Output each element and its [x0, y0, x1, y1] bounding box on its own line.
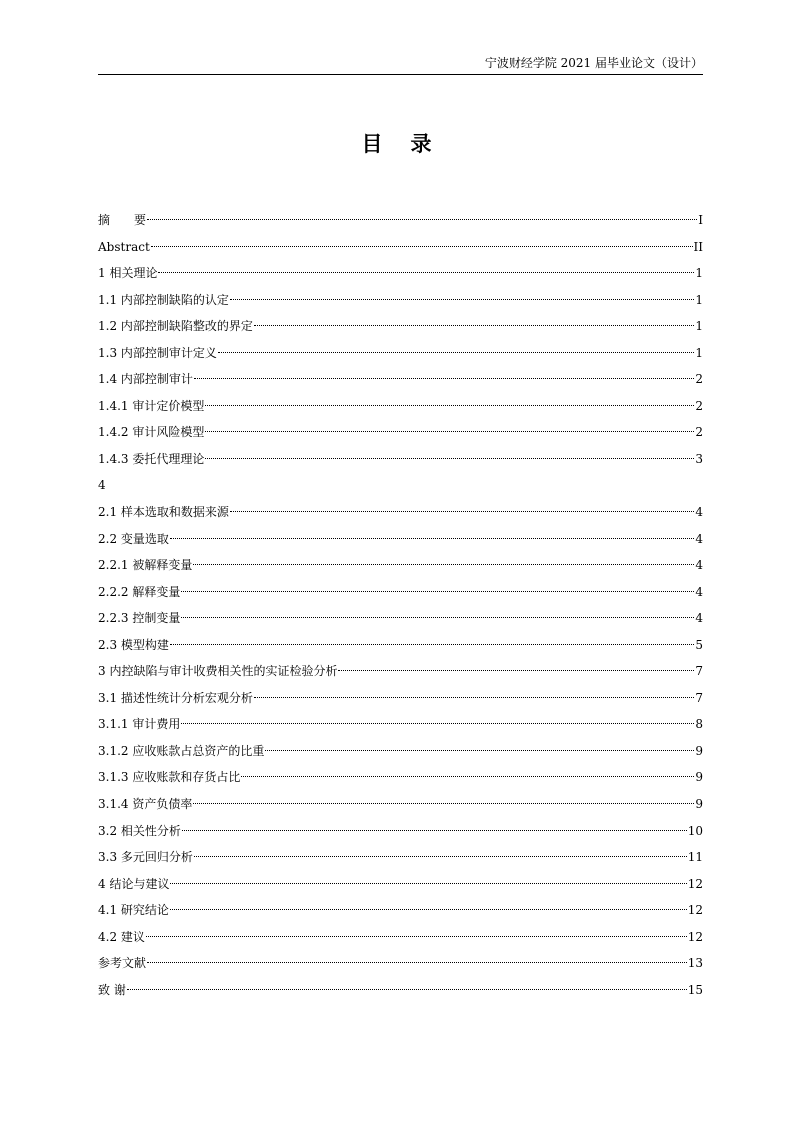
toc-entry-page: 11: [687, 850, 703, 865]
toc-entry-label: 2.2.2 解释变量: [98, 584, 181, 599]
table-of-contents: [98, 207, 703, 1003]
toc-leader-dots: [181, 590, 694, 592]
toc-entry-label: 1 相关理论: [98, 266, 158, 281]
toc-entry[interactable]: [98, 287, 703, 314]
toc-entry-page: 9: [695, 797, 703, 812]
toc-entry-label: 4.1 研究结论: [98, 903, 169, 918]
toc-entry-page: I: [698, 213, 703, 227]
toc-entry-page: 7: [695, 664, 703, 679]
toc-entry[interactable]: [98, 260, 703, 287]
toc-entry-label: 2.2.3 控制变量: [98, 611, 181, 626]
toc-leader-dots: [147, 218, 697, 220]
toc-leader-dots: [147, 961, 687, 963]
page-header: 宁波财经学院 2021 届毕业论文（设计）: [484, 56, 703, 70]
toc-entry[interactable]: [98, 313, 703, 340]
toc-entry[interactable]: [98, 340, 703, 367]
toc-entry[interactable]: [98, 207, 703, 234]
toc-leader-dots: [193, 802, 694, 804]
toc-entry-label: 4 结论与建议: [98, 876, 170, 891]
toc-entry[interactable]: [98, 472, 703, 499]
toc-leader-dots: [170, 908, 687, 910]
toc-leader-dots: [194, 377, 694, 379]
toc-entry-page: 3: [695, 451, 703, 466]
toc-entry-label: 3.2 相关性分析: [98, 823, 181, 838]
toc-entry-page: 1: [695, 292, 703, 307]
toc-leader-dots: [181, 722, 694, 724]
toc-entry-page: 13: [687, 956, 703, 971]
toc-leader-dots: [205, 457, 694, 459]
toc-entry-page: 5: [695, 637, 703, 652]
toc-leader-dots: [170, 882, 686, 884]
toc-entry[interactable]: [98, 871, 703, 898]
toc-entry[interactable]: [98, 499, 703, 526]
toc-entry[interactable]: [98, 446, 703, 473]
toc-leader-dots: [170, 537, 694, 539]
toc-entry-page: 9: [695, 770, 703, 785]
toc-entry[interactable]: [98, 738, 703, 765]
toc-entry[interactable]: [98, 658, 703, 685]
toc-entry-page: 12: [687, 876, 703, 891]
toc-entry[interactable]: [98, 526, 703, 553]
toc-entry[interactable]: [98, 366, 703, 393]
toc-entry-label: 1.3 内部控制审计定义: [98, 345, 217, 360]
toc-entry[interactable]: [98, 605, 703, 632]
toc-leader-dots: [107, 484, 702, 485]
toc-entry-page: 10: [687, 823, 703, 838]
toc-entry-page: 1: [695, 319, 703, 334]
toc-entry-label: 2.1 样本选取和数据来源: [98, 505, 229, 520]
toc-leader-dots: [170, 643, 694, 645]
toc-entry-label: 3.1.1 审计费用: [98, 717, 181, 732]
toc-entry-label: 1.4.2 审计风险模型: [98, 425, 205, 440]
toc-entry[interactable]: [98, 711, 703, 738]
toc-entry-label: 3.1.3 应收账款和存货占比: [98, 770, 241, 785]
toc-entry-page: 12: [687, 903, 703, 918]
toc-leader-dots: [181, 616, 694, 618]
toc-entry-page: 15: [687, 982, 703, 997]
toc-entry-page: 8: [695, 717, 703, 732]
toc-entry[interactable]: [98, 234, 703, 261]
toc-entry-label: 1.4.3 委托代理理论: [98, 451, 205, 466]
toc-leader-dots: [241, 775, 694, 777]
toc-leader-dots: [230, 298, 694, 300]
toc-entry-label: 致 谢: [98, 982, 126, 997]
toc-leader-dots: [182, 829, 687, 831]
toc-entry-label: 3.1.2 应收账款占总资产的比重: [98, 743, 265, 758]
toc-entry[interactable]: [98, 764, 703, 791]
toc-leader-dots: [254, 696, 694, 698]
toc-leader-dots: [254, 324, 694, 326]
toc-entry-page: 1: [695, 266, 703, 281]
toc-entry-label: 摘 要: [98, 213, 147, 227]
toc-entry-page: 1: [695, 345, 703, 360]
toc-leader-dots: [230, 510, 694, 512]
toc-leader-dots: [158, 271, 694, 273]
toc-entry-label: 1.2 内部控制缺陷整改的界定: [98, 319, 253, 334]
toc-leader-dots: [338, 669, 694, 671]
toc-entry[interactable]: [98, 844, 703, 871]
toc-entry[interactable]: [98, 685, 703, 712]
toc-entry[interactable]: [98, 950, 703, 977]
toc-entry[interactable]: [98, 579, 703, 606]
toc-entry-page: 7: [695, 690, 703, 705]
toc-leader-dots: [265, 749, 694, 751]
toc-leader-dots: [146, 935, 687, 937]
toc-entry-label: 4.2 建议: [98, 929, 145, 944]
toc-entry[interactable]: [98, 818, 703, 845]
toc-entry-page: 4: [695, 584, 703, 599]
toc-entry-label: 4: [98, 478, 106, 493]
toc-entry[interactable]: [98, 632, 703, 659]
toc-entry-page: 4: [695, 611, 703, 626]
toc-entry-label: 2.3 模型构建: [98, 637, 169, 652]
toc-entry[interactable]: [98, 977, 703, 1004]
toc-entry-label: 参考文献: [98, 956, 147, 971]
toc-entry-page: 2: [695, 425, 703, 440]
toc-entry[interactable]: [98, 393, 703, 420]
toc-entry-page: 12: [687, 929, 703, 944]
toc-entry-label: 2.2.1 被解释变量: [98, 558, 193, 573]
toc-entry-page: 2: [695, 398, 703, 413]
toc-leader-dots: [205, 430, 694, 432]
toc-entry[interactable]: [98, 924, 703, 951]
toc-entry-page: 2: [695, 372, 703, 387]
header-rule: [98, 74, 703, 75]
toc-entry-label: 3.3 多元回归分析: [98, 850, 193, 865]
toc-entry-label: Abstract: [98, 239, 150, 254]
toc-entry-label: 3.1 描述性统计分析宏观分析: [98, 690, 253, 705]
toc-entry-label: 1.1 内部控制缺陷的认定: [98, 292, 229, 307]
toc-entry-label: 3.1.4 资产负债率: [98, 797, 193, 812]
toc-leader-dots: [218, 351, 694, 353]
toc-entry[interactable]: [98, 552, 703, 579]
toc-leader-dots: [194, 855, 687, 857]
toc-entry-page: II: [693, 239, 703, 254]
toc-entry[interactable]: [98, 419, 703, 446]
page-title: 目录: [361, 132, 460, 156]
toc-entry-label: 2.2 变量选取: [98, 531, 169, 546]
toc-entry-page: 4: [695, 531, 703, 546]
toc-entry-label: 3 内控缺陷与审计收费相关性的实证检验分析: [98, 664, 338, 679]
toc-entry-page: 9: [695, 743, 703, 758]
toc-leader-dots: [151, 245, 693, 247]
toc-entry[interactable]: [98, 897, 703, 924]
toc-entry[interactable]: [98, 791, 703, 818]
toc-leader-dots: [193, 563, 694, 565]
toc-leader-dots: [205, 404, 694, 406]
toc-leader-dots: [127, 988, 687, 990]
toc-entry-page: 4: [695, 558, 703, 573]
toc-entry-label: 1.4.1 审计定价模型: [98, 398, 205, 413]
toc-entry-label: 1.4 内部控制审计: [98, 372, 193, 387]
toc-entry-page: 4: [695, 505, 703, 520]
